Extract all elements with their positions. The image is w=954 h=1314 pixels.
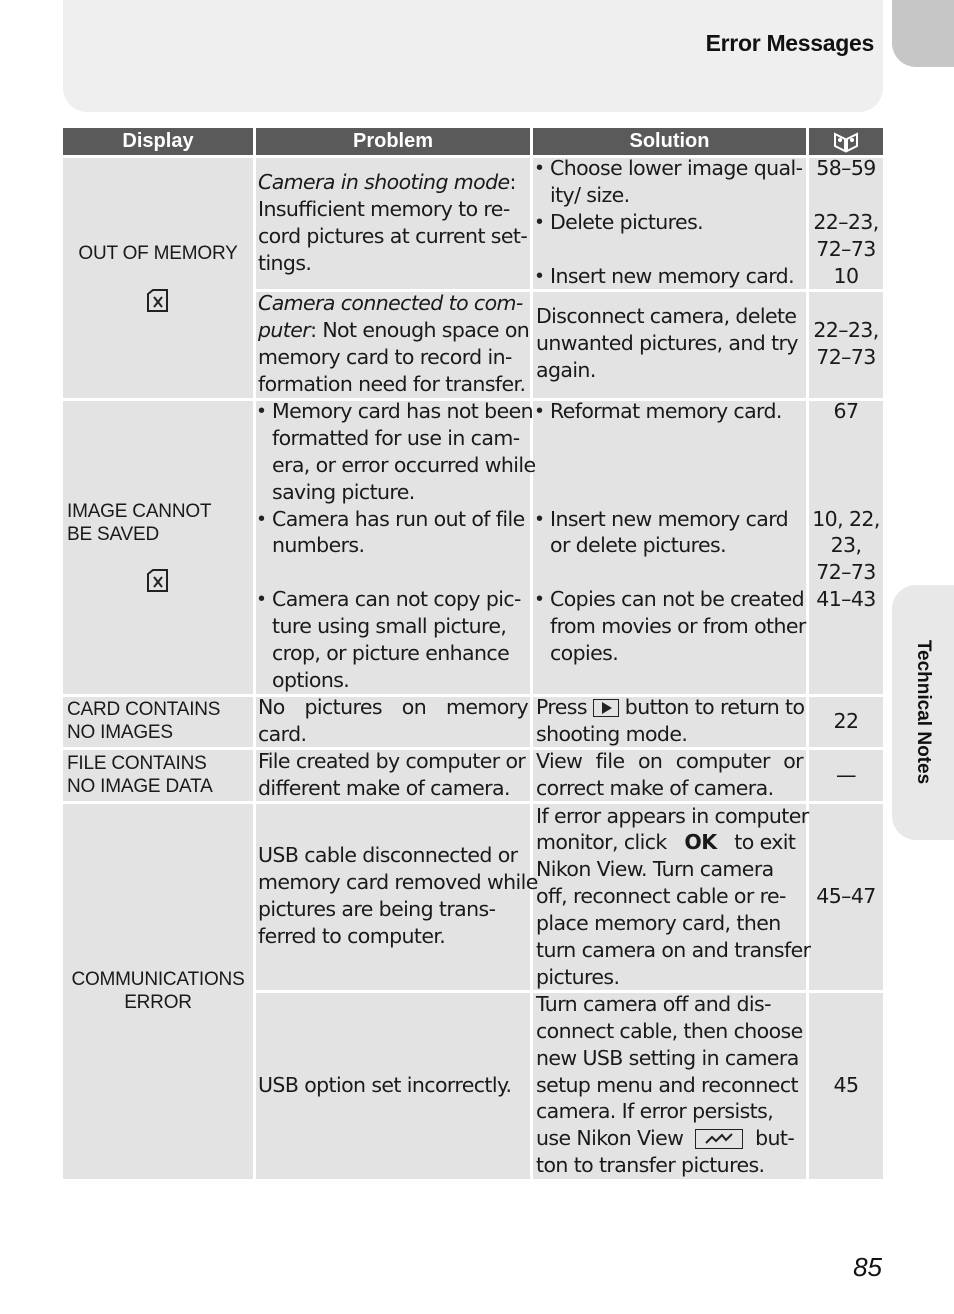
solution-text: Turn camera off and dis-: [536, 992, 771, 1016]
page-ref: 41–43: [816, 587, 876, 611]
corner-tab: [892, 0, 954, 67]
solution-text: ity/ size.: [550, 183, 630, 207]
problem-text: No pictures on memory: [258, 695, 528, 719]
page-ref: 23,: [830, 533, 862, 557]
page-ref: —: [836, 763, 856, 787]
problem-text: saving picture.: [272, 480, 415, 504]
problem-text: File created by computer or: [258, 749, 526, 773]
solution-text: camera. If error persists,: [536, 1099, 774, 1123]
problem-text: Camera has run out of file: [272, 507, 525, 531]
solution-text: new USB setting in camera: [536, 1046, 799, 1070]
page-number: 85: [853, 1252, 882, 1282]
problem-text: formation need for transfer.: [258, 372, 526, 396]
bullet: •: [536, 211, 544, 233]
problem-text: different make of camera.: [258, 776, 510, 800]
solution-text: Press button to return to: [536, 695, 805, 719]
solution-text: Insert new memory card.: [550, 264, 795, 288]
solution-text: shooting mode.: [536, 722, 688, 746]
display-label-no-image-data: NO IMAGE DATA: [67, 776, 213, 797]
solution-text: monitor, click OK to exit: [536, 830, 796, 854]
solution-text: unwanted pictures, and try: [536, 331, 798, 355]
book-icon: [832, 131, 860, 153]
solution-text: again.: [536, 358, 596, 382]
page-ref: 72–73: [816, 237, 876, 261]
table-row-out-of-memory-display: [63, 158, 253, 398]
problem-text: memory card removed while: [258, 870, 538, 894]
solution-text: copies.: [550, 641, 619, 665]
bullet: •: [536, 508, 544, 530]
problem-text: memory card to record in-: [258, 345, 512, 369]
bullet: •: [536, 265, 544, 287]
column-header-solution: Solution: [533, 128, 806, 155]
page-ref: 72–73: [816, 345, 876, 369]
page-ref: 72–73: [816, 560, 876, 584]
problem-text: USB option set incorrectly.: [258, 1073, 512, 1097]
bullet: •: [536, 157, 544, 179]
table-row-image-cannot-be-saved-display: [63, 401, 253, 694]
transfer-button-icon: [695, 1129, 743, 1149]
memory-card-error-icon: [145, 569, 173, 593]
page-ref: 22: [833, 709, 859, 733]
ok-label: OK: [684, 830, 717, 854]
page-ref: 22–23,: [813, 318, 879, 342]
problem-text: cord pictures at current set-: [258, 224, 528, 248]
problem-text: tings.: [258, 251, 312, 275]
play-button-icon: [593, 699, 619, 717]
solution-text: Insert new memory card: [550, 507, 789, 531]
problem-text: formatted for use in cam-: [272, 426, 520, 450]
display-label-error: ERROR: [124, 992, 192, 1013]
solution-text: Delete pictures.: [550, 210, 704, 234]
solution-text: ton to transfer pictures.: [536, 1153, 765, 1177]
problem-text: pictures are being trans-: [258, 897, 496, 921]
problem-text: crop, or picture enhance: [272, 641, 510, 665]
solution-text: use Nikon View but-: [536, 1126, 795, 1150]
problem-text: Camera connected to com-: [258, 291, 523, 315]
page-ref: 45: [833, 1073, 859, 1097]
solution-text: or delete pictures.: [550, 533, 726, 557]
bullet: •: [536, 588, 544, 610]
column-header-display: Display: [63, 128, 253, 155]
problem-text: USB cable disconnected or: [258, 843, 518, 867]
solution-text: correct make of camera.: [536, 776, 774, 800]
solution-text: off, reconnect cable or re-: [536, 884, 786, 908]
solution-text: If error appears in computer: [536, 804, 809, 828]
problem-text: ferred to computer.: [258, 924, 446, 948]
column-header-problem: Problem: [256, 128, 530, 155]
page-ref: 10, 22,: [812, 507, 880, 531]
page-ref: 67: [833, 399, 859, 423]
problem-text: Insufficient memory to re-: [258, 197, 510, 221]
problem-text: puter: Not enough space on: [258, 318, 530, 342]
problem-text: options.: [272, 668, 350, 692]
solution-text: from movies or from other: [550, 614, 806, 638]
solution-text: turn camera on and transfer: [536, 938, 811, 962]
problem-text: Camera in shooting mode:: [258, 170, 516, 194]
bullet: •: [536, 400, 544, 422]
solution-text: setup menu and reconnect: [536, 1073, 798, 1097]
column-header-page: [809, 128, 883, 155]
solution-text: place memory card, then: [536, 911, 781, 935]
solution-text: View file on computer or: [536, 749, 803, 773]
display-label-out-of-memory: OUT OF MEMORY: [78, 243, 238, 264]
solution-text: pictures.: [536, 965, 620, 989]
page-ref: 45–47: [816, 884, 876, 908]
memory-card-error-icon: [145, 289, 173, 313]
page-ref: 10: [833, 264, 859, 288]
display-label-no-images: NO IMAGES: [67, 722, 173, 743]
display-label-image-cannot: IMAGE CANNOT: [67, 501, 212, 522]
solution-text: Nikon View. Turn camera: [536, 857, 774, 881]
problem-text: numbers.: [272, 533, 365, 557]
solution-text: connect cable, then choose: [536, 1019, 803, 1043]
problem-text: ture using small picture,: [272, 614, 507, 638]
problem-text: Memory card has not been: [272, 399, 533, 423]
problem-text: card.: [258, 722, 307, 746]
side-tab-label: Technical Notes: [913, 639, 934, 785]
display-label-communications: COMMUNICATIONS: [71, 969, 245, 990]
solution-text: Disconnect camera, delete: [536, 304, 797, 328]
display-label-card-contains: CARD CONTAINS: [67, 699, 221, 720]
page-title: Error Messages: [705, 30, 874, 56]
bullet: •: [258, 588, 266, 610]
bullet: •: [258, 508, 266, 530]
solution-text: Reformat memory card.: [550, 399, 782, 423]
problem-text: era, or error occurred while: [272, 453, 536, 477]
page-ref: 22–23,: [813, 210, 879, 234]
display-label-file-contains: FILE CONTAINS: [67, 753, 207, 774]
solution-text: Copies can not be created: [550, 587, 805, 611]
solution-text: Choose lower image qual-: [550, 156, 803, 180]
display-label-be-saved: BE SAVED: [67, 524, 160, 545]
page-ref: 58–59: [816, 156, 876, 180]
problem-text: Camera can not copy pic-: [272, 587, 521, 611]
bullet: •: [258, 400, 266, 422]
